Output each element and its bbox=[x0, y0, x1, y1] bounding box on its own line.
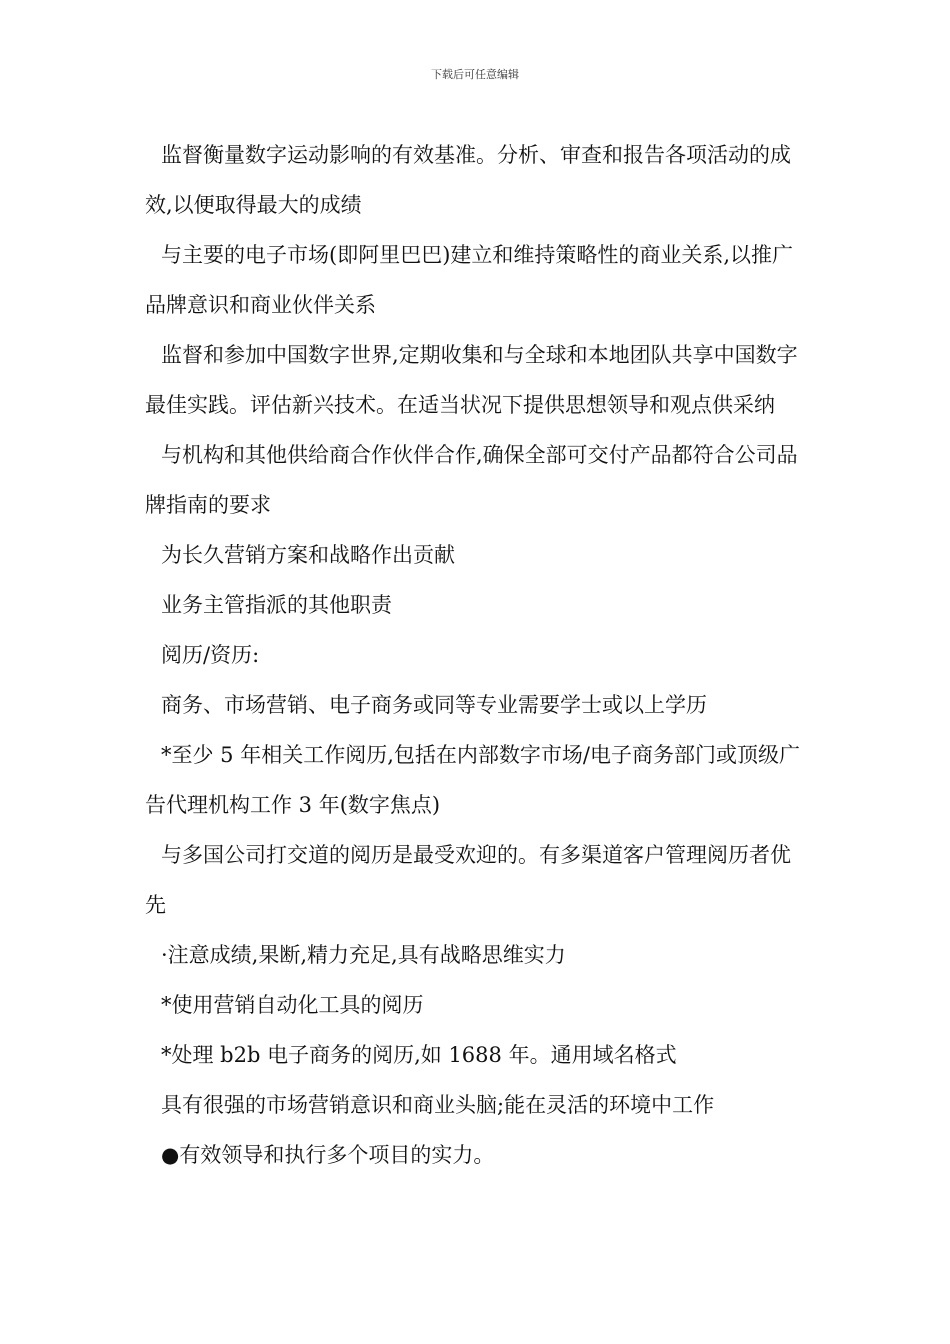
paragraph: 与多国公司打交道的阅历是最受欢迎的。有多渠道客户管理阅历者优先 bbox=[145, 843, 791, 917]
paragraph: 业务主管指派的其他职责 bbox=[161, 593, 392, 617]
paragraph: 为长久营销方案和战略作出贡献 bbox=[161, 543, 455, 567]
paragraph: *处理 b2b 电子商务的阅历,如 1688 年。通用域名格式 bbox=[161, 1043, 677, 1067]
paragraph: 监督衡量数字运动影响的有效基准。分析、审查和报告各项活动的成效,以便取得最大的成绩 bbox=[145, 143, 791, 217]
paragraph: 商务、市场营销、电子商务或同等专业需要学士或以上学历 bbox=[161, 693, 707, 717]
paragraph: 监督和参加中国数字世界,定期收集和与全球和本地团队共享中国数字最佳实践。评估新兴技术。在适当状况下提供思想领导和观点供采纳 bbox=[145, 343, 798, 417]
paragraph: 阅历/资历: bbox=[161, 643, 260, 667]
paragraph: ●有效领导和执行多个项目的实力。 bbox=[161, 1143, 495, 1167]
paragraph: 具有很强的市场营销意识和商业头脑;能在灵活的环境中工作 bbox=[161, 1093, 715, 1117]
paragraph: *使用营销自动化工具的阅历 bbox=[161, 993, 424, 1017]
paragraph: 与主要的电子市场(即阿里巴巴)建立和维持策略性的商业关系,以推广品牌意识和商业伙伴关系 bbox=[145, 243, 794, 317]
paragraph: *至少 5 年相关工作阅历,包括在内部数字市场/电子商务部门或顶级广告代理机构工作 3 年(数字焦点) bbox=[145, 743, 800, 817]
paragraph: 与机构和其他供给商合作伙伴合作,确保全部可交付产品都符合公司品牌指南的要求 bbox=[145, 443, 798, 517]
paragraph: ·注意成绩,果断,精力充足,具有战略思维实力 bbox=[161, 943, 566, 967]
header-note: 下载后可任意编辑 bbox=[431, 68, 519, 81]
document-body bbox=[145, 130, 810, 1180]
